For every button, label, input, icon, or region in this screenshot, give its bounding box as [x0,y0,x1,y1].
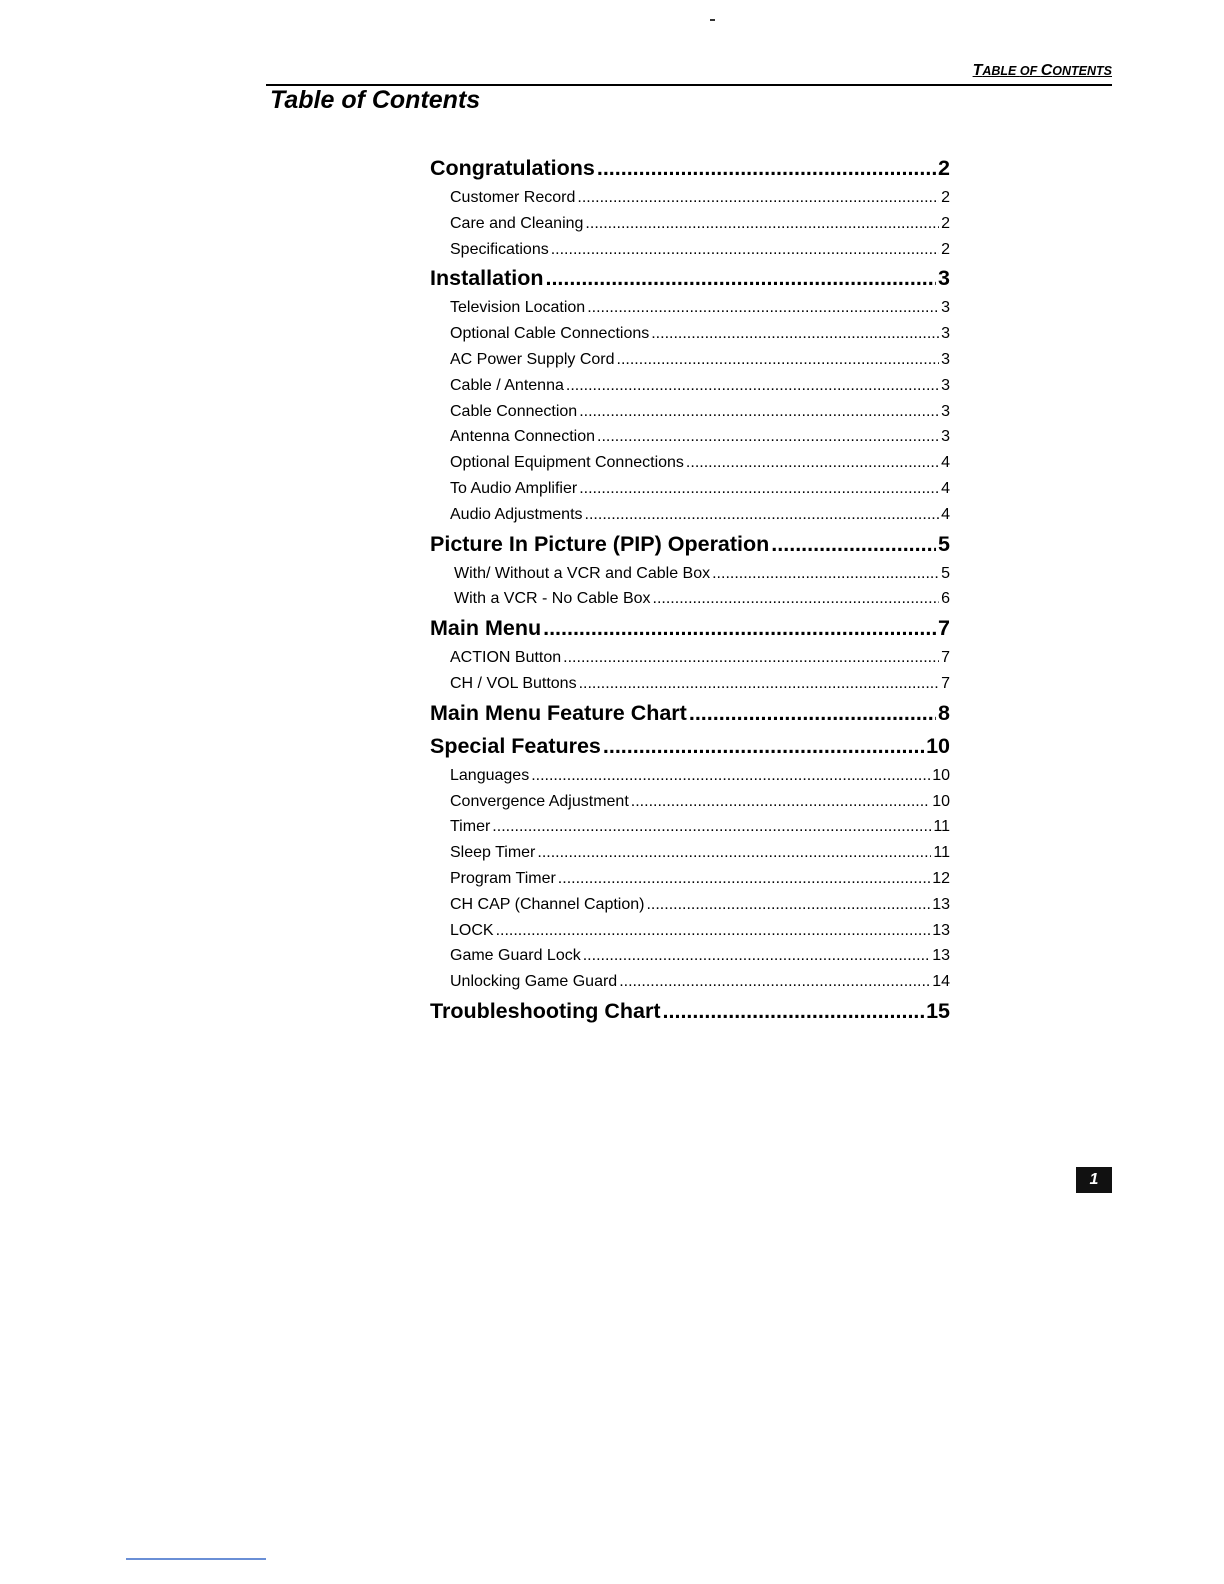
toc-entry-label: AC Power Supply Cord [450,350,615,368]
toc-entry-label: Installation [430,266,544,291]
toc-subentry [430,561,950,587]
toc-entry-page: 10 [926,733,950,758]
dot-leader [537,840,931,866]
toc-entry-label: Convergence Adjustment [450,792,629,810]
dot-leader [496,918,931,944]
toc-entry-page: 7 [941,649,950,667]
toc-subentry [430,211,950,237]
dot-leader [587,295,939,321]
toc-entry-label: With a VCR - No Cable Box [454,590,651,608]
toc-entry-page: 6 [941,590,950,608]
toc-entry-page: 13 [932,921,950,939]
toc-entry-label: Main Menu Feature Chart [430,700,687,725]
toc-subentry [430,789,950,815]
toc-entry-label: Game Guard Lock [450,947,581,965]
toc-subentry [430,969,950,995]
toc-entry-page: 12 [932,869,950,887]
toc-subentry [430,373,950,399]
dot-leader [577,185,939,211]
toc-entry-page: 13 [932,895,950,913]
dot-leader [617,347,940,373]
toc-section-entry [430,262,950,295]
toc-entry-label: Optional Equipment Connections [450,454,684,472]
dot-leader [545,262,936,295]
dot-leader [631,789,930,815]
toc-entry-page: 7 [941,674,950,692]
toc-entry-page: 10 [932,792,950,810]
toc-subentry [430,502,950,528]
toc-entry-page: 11 [933,844,950,862]
toc-entry-label: Program Timer [450,869,556,887]
toc-section-entry [430,528,950,561]
toc-subentry [430,476,950,502]
toc-section-entry [430,697,950,730]
toc-entry-page: 10 [932,766,950,784]
toc-entry-label: Specifications [450,240,549,258]
scan-mark [710,19,715,21]
dot-leader [531,763,930,789]
dot-leader [558,866,930,892]
toc-subentry [430,814,950,840]
toc-entry-label: Cable Connection [450,402,578,420]
toc-entry-label: Unlocking Game Guard [450,973,618,991]
toc-subentry [430,399,950,425]
toc-subentry [430,671,950,697]
dot-leader [771,528,936,561]
toc-entry-page: 2 [941,189,950,206]
toc-entry-page: 4 [941,454,950,472]
toc-section-entry [430,612,950,645]
toc-section-entry [430,152,950,185]
toc-entry-page: 5 [938,531,950,556]
dot-leader [597,152,936,185]
dot-leader [492,814,931,840]
toc-subentry [430,450,950,476]
toc-entry-page: 4 [941,479,950,497]
toc-entry-label: Troubleshooting Chart [430,998,661,1023]
toc-entry-page: 15 [926,998,950,1023]
dot-leader [653,586,940,612]
toc-subentry [430,424,950,450]
toc-entry-label: Timer [450,818,491,836]
dot-leader [619,969,930,995]
dot-leader [579,399,939,425]
toc-entry-label: Picture In Picture (PIP) Operation [430,531,770,556]
toc-entry-label: Customer Record [450,189,576,206]
running-header: TABLE OF CONTENTS [972,62,1112,79]
toc-subentry [430,918,950,944]
toc-entry-page: 3 [938,266,950,291]
toc-subentry [430,840,950,866]
toc-entry-page: 7 [938,616,950,641]
toc-section-entry [430,730,950,763]
toc-entry-label: Main Menu [430,616,542,641]
dot-leader [663,995,925,1028]
toc-entry-label: Antenna Connection [450,428,595,446]
toc-entry-page: 5 [941,564,950,582]
toc-entry-label: Congratulations [430,156,595,180]
toc-entry-page: 13 [932,947,950,965]
dot-leader [579,671,940,697]
toc-entry-label: With/ Without a VCR and Cable Box [454,564,711,582]
table-of-contents [430,152,950,1028]
dot-leader [579,476,939,502]
toc-subentry [430,321,950,347]
toc-subentry [430,586,950,612]
toc-entry-page: 11 [933,818,950,836]
toc-subentry [430,185,950,211]
dot-leader [686,450,939,476]
toc-entry-label: ACTION Button [450,649,562,667]
toc-entry-label: Special Features [430,733,601,758]
dot-leader [712,561,939,587]
dot-leader [583,943,930,969]
bottom-rule [126,1558,266,1560]
toc-entry-page: 8 [938,700,950,725]
toc-subentry [430,892,950,918]
page-title: Table of Contents [270,86,481,114]
toc-entry-page: 2 [941,214,950,232]
toc-section-entry [430,995,950,1028]
toc-entry-page: 3 [941,325,950,343]
page-number-badge: 1 [1076,1167,1112,1193]
toc-entry-label: Sleep Timer [450,844,536,862]
dot-leader [551,237,939,263]
dot-leader [543,612,936,645]
toc-entry-label: To Audio Amplifier [450,479,578,497]
toc-entry-page: 3 [941,376,950,394]
toc-entry-page: 4 [941,505,950,523]
toc-subentry [430,763,950,789]
dot-leader [603,730,924,763]
toc-entry-label: CH / VOL Buttons [450,674,577,692]
toc-entry-label: Languages [450,766,530,784]
toc-entry-page: 14 [932,973,950,991]
dot-leader [566,373,939,399]
toc-entry-page: 2 [938,156,950,180]
toc-subentry [430,866,950,892]
dot-leader [689,697,936,730]
dot-leader [563,645,939,671]
toc-subentry [430,295,950,321]
toc-entry-label: CH CAP (Channel Caption) [450,895,645,913]
toc-entry-page: 3 [941,299,950,317]
toc-entry-label: LOCK [450,921,494,939]
dot-leader [585,502,940,528]
toc-subentry [430,645,950,671]
toc-entry-page: 2 [941,240,950,258]
dot-leader [597,424,939,450]
toc-subentry [430,347,950,373]
toc-subentry [430,943,950,969]
toc-entry-label: Television Location [450,299,586,317]
toc-entry-page: 3 [941,402,950,420]
toc-entry-label: Cable / Antenna [450,376,564,394]
dot-leader [651,321,939,347]
toc-entry-label: Audio Adjustments [450,505,583,523]
toc-entry-page: 3 [941,350,950,368]
toc-entry-page: 3 [941,428,950,446]
dot-leader [646,892,930,918]
toc-subentry [430,237,950,263]
toc-entry-label: Care and Cleaning [450,214,584,232]
toc-entry-label: Optional Cable Connections [450,325,650,343]
dot-leader [585,211,939,237]
